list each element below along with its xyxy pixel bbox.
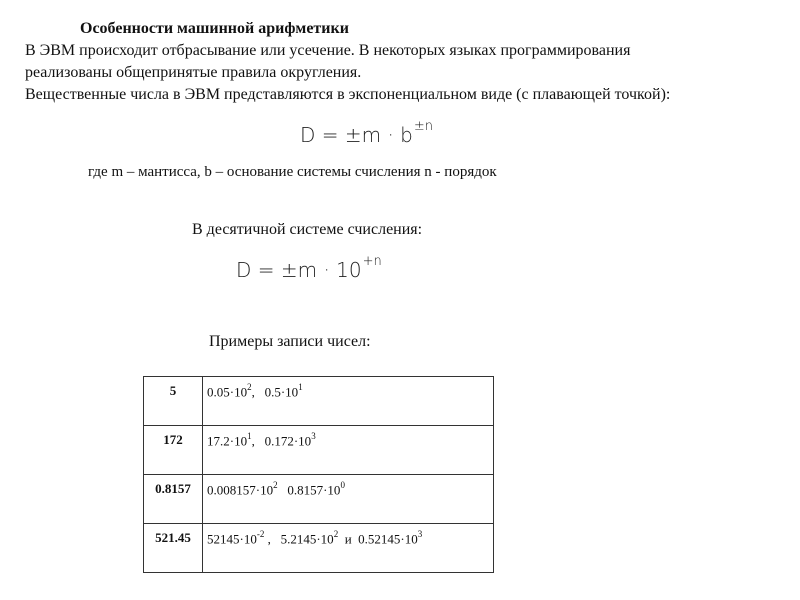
formula-general-exponent: ±n (413, 119, 434, 135)
paragraph-truncation: В ЭВМ происходит отбрасывание или усечение. В некоторых языках программирования (25, 42, 631, 59)
slide-title: Особенности машинной арифметики (80, 20, 349, 37)
separator (278, 482, 288, 497)
table-row (144, 524, 494, 573)
example-number: 0.8157 (144, 475, 203, 524)
example-forms (203, 377, 494, 426)
separator: , (251, 433, 265, 449)
exponent-part: 2 (247, 382, 252, 392)
formula-decimal (236, 254, 382, 282)
example-number: 5 (144, 377, 203, 426)
mantissa-part: 52145·10 (207, 531, 257, 547)
paragraph-floating-point: Вещественные числа в ЭВМ представляются в экспоненциальном виде (с плавающей точкой): (25, 86, 671, 103)
formula-general (300, 119, 434, 147)
paragraph-rounding: реализованы общепринятые правила округления. (25, 64, 362, 81)
table-row (144, 475, 494, 524)
formula-decimal-exponent: +n (362, 254, 382, 270)
example-number: 521.45 (144, 524, 203, 573)
table-row (144, 377, 494, 426)
example-forms (203, 475, 494, 524)
decimal-heading: В десятичной системе счисления: (192, 221, 423, 238)
examples-table-body (144, 377, 494, 573)
formula-legend: где m – мантисса, b – основание системы счисления n - порядок (88, 164, 497, 180)
formula-general-base: D = ±m · b (300, 123, 413, 147)
example-forms (203, 426, 494, 475)
exponent-part: 3 (417, 529, 423, 539)
formula-decimal-base: D = ±m · 10 (236, 258, 362, 282)
mantissa-part: 0.008157·10 (207, 482, 274, 498)
exponent-part: 1 (247, 431, 252, 441)
mantissa-part: 0.172·10 (264, 433, 312, 449)
examples-table (143, 376, 494, 573)
example-forms (203, 524, 494, 573)
separator: и (338, 531, 359, 547)
mantissa-part: 0.8157·10 (287, 482, 341, 498)
mantissa-part: 0.52145·10 (358, 531, 418, 547)
mantissa-part: 0.5·10 (264, 384, 299, 400)
exponent-part: 2 (333, 529, 339, 539)
example-number: 172 (144, 426, 203, 475)
separator: , (264, 531, 281, 547)
mantissa-part: 0.05·10 (207, 384, 248, 400)
exponent-part: 1 (298, 382, 303, 392)
separator: , (251, 384, 265, 400)
exponent-part: 3 (311, 431, 316, 441)
exponent-part: 2 (273, 480, 278, 490)
table-row (144, 426, 494, 475)
mantissa-part: 17.2·10 (207, 433, 248, 449)
mantissa-part: 5.2145·10 (280, 531, 334, 547)
examples-heading: Примеры записи чисел: (209, 333, 371, 350)
exponent-part: 0 (340, 480, 345, 490)
exponent-part: -2 (256, 529, 265, 539)
